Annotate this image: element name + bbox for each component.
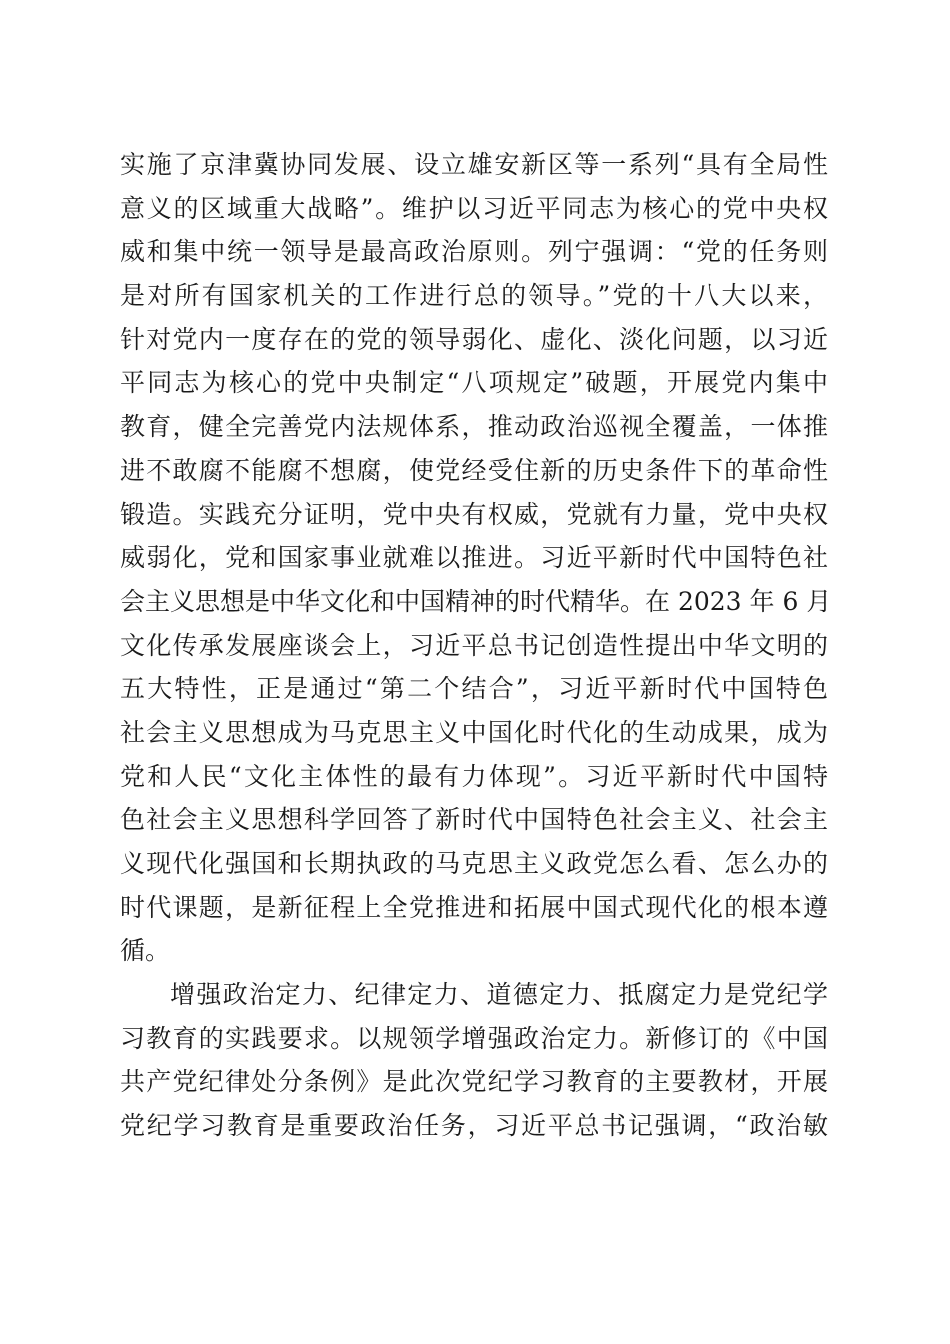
text-line: 教育，健全完善党内法规体系，推动政治巡视全覆盖，一体推 <box>120 412 828 442</box>
text-line: 锻造。实践充分证明，党中央有权威，党就有力量，党中央权 <box>120 499 828 529</box>
text-line: 时代课题，是新征程上全党推进和拓展中国式现代化的根本遵 <box>120 892 828 922</box>
text-line: 平同志为核心的党中央制定“八项规定”破题，开展党内集中 <box>120 368 828 398</box>
text-line: 循。 <box>120 936 171 966</box>
text-line: 文化传承发展座谈会上，习近平总书记创造性提出中华文明的 <box>120 630 828 660</box>
text-line: 威弱化，党和国家事业就难以推进。习近平新时代中国特色社 <box>120 543 828 573</box>
text-line: 义现代化强国和长期执政的马克思主义政党怎么看、怎么办的 <box>120 849 828 878</box>
text-line: 习教育的实践要求。以规领学增强政治定力。新修订的《中国 <box>120 1023 828 1053</box>
text-line: 增强政治定力、纪律定力、道德定力、抵腐定力是党纪学 <box>170 980 828 1010</box>
text-line: 五大特性，正是通过“第二个结合”，习近平新时代中国特色 <box>120 674 828 704</box>
text-line: 意义的区域重大战略”。维护以习近平同志为核心的党中央权 <box>120 193 828 223</box>
text-line: 会主义思想是中华文化和中国精神的时代精华。在 2023 年 6 月 <box>120 586 832 616</box>
body-text <box>120 143 832 1148</box>
text-line: 社会主义思想成为马克思主义中国化时代化的生动成果，成为 <box>120 717 828 747</box>
text-line: 进不敢腐不能腐不想腐，使党经受住新的历史条件下的革命性 <box>120 455 828 485</box>
text-line: 针对党内一度存在的党的领导弱化、虚化、淡化问题，以习近 <box>120 324 828 354</box>
text-line: 党纪学习教育是重要政治任务，习近平总书记强调，“政治敏 <box>120 1111 828 1141</box>
text-line: 是对所有国家机关的工作进行总的领导。”党的十八大以来， <box>120 281 828 311</box>
paragraph-2 <box>120 973 828 1148</box>
text-line: 共产党纪律处分条例》是此次党纪学习教育的主要教材，开展 <box>120 1067 828 1097</box>
paragraph-1 <box>120 143 832 973</box>
text-line: 色社会主义思想科学回答了新时代中国特色社会主义、社会主 <box>120 805 828 835</box>
text-line: 威和集中统一领导是最高政治原则。列宁强调：“党的任务则 <box>120 237 828 267</box>
text-line: 党和人民“文化主体性的最有力体现”。习近平新时代中国特 <box>120 761 828 791</box>
text-line: 实施了京津冀协同发展、设立雄安新区等一系列“具有全局性 <box>120 150 828 179</box>
